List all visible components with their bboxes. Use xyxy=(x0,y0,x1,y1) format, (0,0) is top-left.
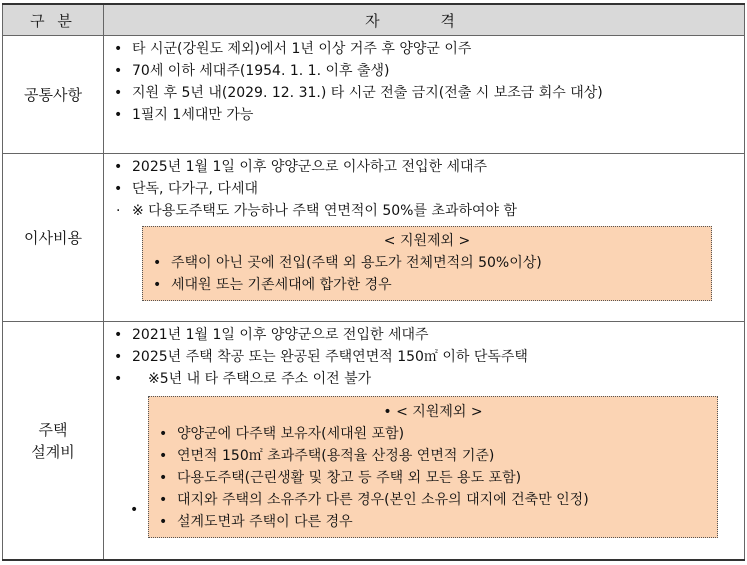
list-item: • 70세 이하 세대주(1954. 1. 1. 이후 출생) xyxy=(104,60,744,82)
common-list xyxy=(104,36,744,126)
exclusion-title: < 지원제외 > xyxy=(383,233,471,249)
header-category: 구 분 xyxy=(3,4,104,36)
exclusion-box-design xyxy=(148,396,718,538)
list-item: • 설계도면과 주택이 다른 경우 xyxy=(149,511,717,533)
row-house-design xyxy=(3,322,745,561)
exclusion-box-moving xyxy=(142,226,712,301)
category-moving-cost: 이사비용 xyxy=(3,154,104,322)
list-item: • 지원 후 5년 내(2029. 12. 31.) 타 시군 전출 금지(전출 시 보조금 회수 대상) xyxy=(104,82,744,104)
list-item: • ※5년 내 타 주택으로 주소 이전 불가 xyxy=(104,368,744,390)
header-row xyxy=(3,4,745,36)
list-item: • 주택이 아닌 곳에 전입(주택 외 용도가 전체면적의 50%이상) xyxy=(143,252,711,274)
exclusion-list xyxy=(143,252,711,296)
content-house-design xyxy=(104,322,745,561)
category-house-design: 주택 설계비 xyxy=(3,322,104,561)
list-item: • 양양군에 다주택 보유자(세대원 포함) xyxy=(149,423,717,445)
row-moving-cost xyxy=(3,154,745,322)
moving-cost-list xyxy=(104,154,744,222)
exclusion-wrap xyxy=(104,396,744,538)
list-item: • 세대원 또는 기존세대에 합가한 경우 xyxy=(143,274,711,296)
list-item: · ※ 다용도주택도 가능하나 주택 연면적이 50%를 초과하여야 함 xyxy=(104,200,744,222)
list-item: • 대지와 주택의 소유주가 다른 경우(본인 소유의 대지에 건축만 인정) xyxy=(149,489,717,511)
content-common xyxy=(104,36,745,154)
content-moving-cost xyxy=(104,154,745,322)
exclusion-title: • < 지원제외 > xyxy=(383,404,483,420)
list-item: • 1필지 1세대만 가능 xyxy=(104,104,744,126)
list-item: • 2021년 1월 1일 이후 양양군으로 전입한 세대주 xyxy=(104,324,744,346)
bullet-mark: • xyxy=(130,502,139,518)
eligibility-table xyxy=(2,3,745,561)
list-item: • 연면적 150㎡ 초과주택(용적율 산정용 연면적 기준) xyxy=(149,445,717,467)
header-qualification: 자 격 xyxy=(104,4,745,36)
list-item: • 다용도주택(근린생활 및 창고 등 주택 외 모든 용도 포함) xyxy=(149,467,717,489)
list-item: • 타 시군(강원도 제외)에서 1년 이상 거주 후 양양군 이주 xyxy=(104,38,744,60)
list-item: • 2025년 주택 착공 또는 완공된 주택연면적 150㎡ 이하 단독주택 xyxy=(104,346,744,368)
house-design-list xyxy=(104,322,744,390)
exclusion-list xyxy=(149,423,717,533)
category-common: 공통사항 xyxy=(3,36,104,154)
list-item: • 2025년 1월 1일 이후 양양군으로 이사하고 전입한 세대주 xyxy=(104,156,744,178)
list-item: • 단독, 다가구, 다세대 xyxy=(104,178,744,200)
row-common xyxy=(3,36,745,154)
